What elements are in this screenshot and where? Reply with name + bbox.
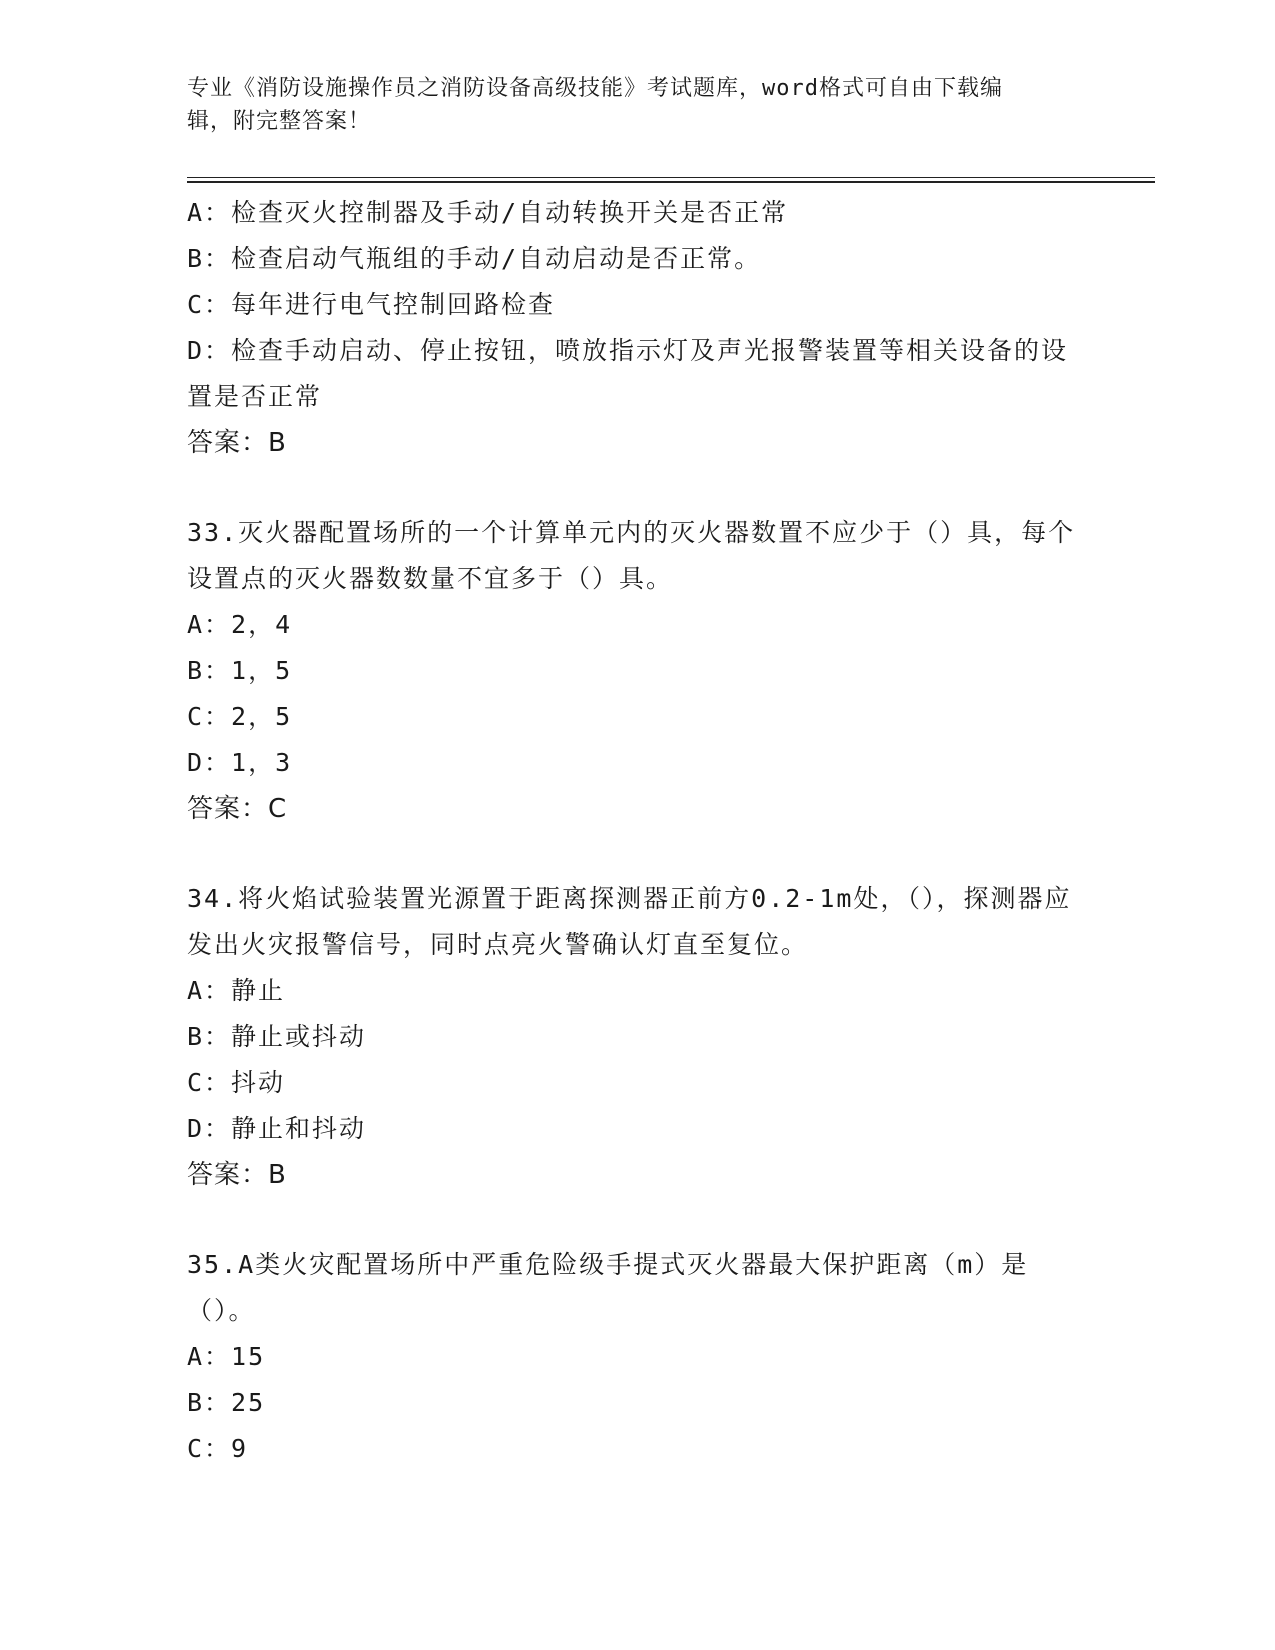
option-b: B：检查启动气瓶组的手动/自动启动是否正常。: [187, 244, 762, 273]
header-text-line-2: 辑，附完整答案！: [187, 109, 372, 134]
option-d: D：检查手动启动、停止按钮，喷放指示灯及声光报警装置等相关设备的设置是否正常: [187, 336, 1069, 411]
option-c: C：9: [187, 1434, 249, 1463]
option-c: C：2，5: [187, 702, 293, 731]
answer-text: 答案：C: [187, 794, 288, 824]
option-a: A：2，4: [187, 610, 293, 639]
header-text-line-1: 专业《消防设施操作员之消防设备高级技能》考试题库，word格式可自由下载编: [187, 76, 1003, 101]
header-rule-thin: [187, 177, 1155, 178]
question-block-33: [187, 510, 1087, 832]
option-d: D：1，3: [187, 748, 293, 777]
option-c: C：每年进行电气控制回路检查: [187, 290, 556, 319]
option-b: B：静止或抖动: [187, 1022, 367, 1051]
question-block-32: [187, 190, 1087, 466]
option-a: A：15: [187, 1342, 266, 1371]
option-a: A：静止: [187, 976, 286, 1005]
question-stem: 33.灭火器配置场所的一个计算单元内的灭火器数置不应少于（）具，每个设置点的灭火器数数量不宜多于（）具。: [187, 518, 1076, 593]
option-b: B：1，5: [187, 656, 293, 685]
question-stem: 34.将火焰试验装置光源置于距离探测器正前方0.2-1m处，（），探测器应发出火灾报警信号，同时点亮火警确认灯直至复位。: [187, 884, 1072, 959]
question-block-34: [187, 876, 1087, 1198]
question-block-35: [187, 1242, 1087, 1472]
option-b: B：25: [187, 1388, 266, 1417]
option-c: C：抖动: [187, 1068, 286, 1097]
document-header: [187, 72, 1067, 138]
option-d: D：静止和抖动: [187, 1114, 367, 1143]
answer-text: 答案：B: [187, 428, 287, 458]
question-stem: 35.A类火灾配置场所中严重危险级手提式灭火器最大保护距离（m）是（）。: [187, 1250, 1029, 1325]
header-rule-thick: [187, 181, 1155, 183]
answer-text: 答案：B: [187, 1160, 287, 1190]
option-a: A：检查灭火控制器及手动/自动转换开关是否正常: [187, 198, 789, 227]
question-body: [187, 190, 1087, 1472]
